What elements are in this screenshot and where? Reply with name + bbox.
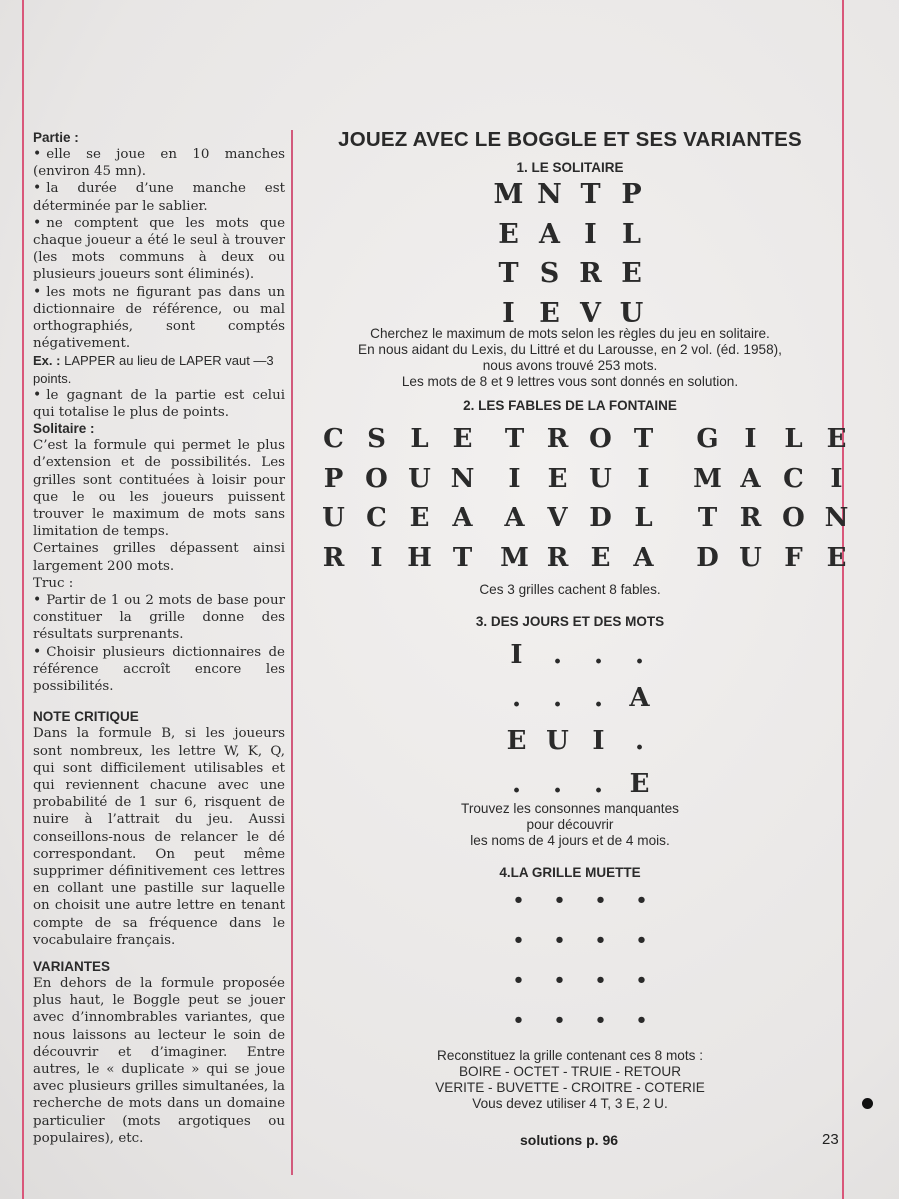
fables-grid-3 <box>686 420 858 578</box>
grid-row <box>686 539 858 579</box>
grid-row <box>312 420 484 460</box>
grid-letter: . <box>634 640 645 670</box>
grid-letter: • <box>635 970 648 991</box>
note-critique-heading: NOTE CRITIQUE <box>33 709 139 725</box>
grid-letter: L <box>784 424 803 454</box>
grid-letter: . <box>552 683 563 713</box>
note-critique-text: Dans la formule B, si les joueurs sont nombreux, les lettre W, K, Q, qui sont difficilement utilisables et qui reviennent chacune avec une probabilité de 1 sur 6, risquent de nuire à l’attrait du jeu. Aussi conseillons-nous de relancer le dé correspondant. On peut même supprimer définitivement ces lettres en collant une pastille sur laquelle on choisit une autre lettre en tenant compte de sa fréquence dans le vocabulaire français. <box>33 726 285 948</box>
section-1-line: Cherchez le maximum de mots selon les règles du jeu en solitaire. <box>370 326 770 341</box>
grid-letter: M <box>493 179 524 210</box>
grid-letter: E <box>498 218 519 250</box>
grid-letter: R <box>322 542 345 573</box>
section-3-text <box>300 801 840 849</box>
grid-letter: . <box>593 683 604 713</box>
grid-letter: F <box>784 542 803 573</box>
rules-column <box>33 130 285 1147</box>
grid-letter: • <box>635 1010 648 1031</box>
grid-row <box>496 720 660 763</box>
grid-letter: E <box>590 542 611 573</box>
truc-bullet: • Partir de 1 ou 2 mots de base pour constituer la grille donne des résultats surprenants. <box>33 592 285 644</box>
grid-letter: U <box>408 463 431 494</box>
grid-letter: . <box>593 640 604 670</box>
grid-letter: E <box>409 503 430 533</box>
grid-letter: V <box>580 297 601 329</box>
truc-label: Truc : <box>33 575 74 591</box>
grid-letter: U <box>322 503 345 533</box>
grid-letter: L <box>634 503 653 533</box>
grid-letter: U <box>739 542 762 573</box>
grid-letter: C <box>783 463 804 494</box>
grid-letter: S <box>367 424 386 454</box>
grid-letter: C <box>323 424 344 454</box>
grid-letter: P <box>621 179 642 210</box>
column-divider <box>291 130 293 1175</box>
grid-letter: A <box>629 683 650 713</box>
section-1-line: En nous aidant du Lexis, du Littré et du Larousse, en 2 vol. (éd. 1958), <box>358 342 782 357</box>
grid-letter: T <box>697 503 718 533</box>
grid-letter: . <box>552 640 563 670</box>
jours-mots-grid <box>496 634 660 806</box>
grid-row <box>498 961 662 1001</box>
grid-row <box>488 215 652 255</box>
grid-row <box>686 460 858 500</box>
grid-row <box>312 539 484 579</box>
grid-letter: T <box>580 179 601 210</box>
section-4-line: VERITE - BUVETTE - CROITRE - COTERIE <box>435 1080 705 1095</box>
grid-letter: A <box>504 503 525 533</box>
grid-letter: • <box>594 890 607 911</box>
grid-letter: T <box>452 542 473 573</box>
right-margin-rule <box>842 0 844 1199</box>
grid-row <box>498 1001 662 1041</box>
grid-letter: . <box>593 769 604 799</box>
grid-letter: • <box>512 1010 525 1031</box>
grid-letter: R <box>546 424 569 454</box>
grid-letter: L <box>622 218 641 250</box>
grid-letter: R <box>739 503 762 533</box>
grid-row <box>312 499 484 539</box>
section-4-line: BOIRE - OCTET - TRUIE - RETOUR <box>458 1064 682 1079</box>
grid-letter: D <box>589 503 612 533</box>
section-4-line: Vous devez utiliser 4 T, 3 E, 2 U. <box>472 1096 668 1111</box>
grid-letter: • <box>553 1010 566 1031</box>
section-3-title: 3. DES JOURS ET DES MOTS <box>475 614 665 629</box>
solitaire-text-2: Certaines grilles dépassent ainsi largement 200 mots. <box>33 541 285 574</box>
grid-row <box>312 460 484 500</box>
partie-bullet: • les mots ne figurant pas dans un dictionnaire de référence, ou mal orthographiés, sont comptés négativement. <box>33 284 285 353</box>
section-2-title: 2. LES FABLES DE LA FONTAINE <box>463 398 677 413</box>
grid-letter: T <box>498 258 519 289</box>
grid-letter: E <box>452 424 473 454</box>
section-1-title: 1. LE SOLITAIRE <box>516 160 624 175</box>
grid-letter: P <box>323 463 344 494</box>
grid-letter: . <box>511 769 522 799</box>
solitaire-grid <box>488 175 652 333</box>
grid-letter: • <box>635 890 648 911</box>
grid-letter: • <box>553 930 566 951</box>
fables-grid-1 <box>312 420 484 578</box>
grid-row <box>496 677 660 720</box>
grid-letter: • <box>594 970 607 991</box>
grid-letter: • <box>512 890 525 911</box>
grid-letter: • <box>594 1010 607 1031</box>
partie-bullet: • elle se joue en 10 manches (environ 45 mn). <box>33 146 285 180</box>
grid-row <box>493 499 665 539</box>
grid-letter: I <box>370 542 383 573</box>
grid-letter: U <box>546 726 569 756</box>
grid-letter: T <box>504 424 525 454</box>
grid-row <box>488 254 652 294</box>
grid-letter: • <box>553 890 566 911</box>
grid-letter: M <box>500 542 529 573</box>
grid-letter: A <box>452 503 473 533</box>
grid-letter: U <box>619 297 644 329</box>
section-1-line: Les mots de 8 et 9 lettres vous sont donnés en solution. <box>401 374 739 389</box>
grid-row <box>686 420 858 460</box>
grid-letter: • <box>594 930 607 951</box>
section-4-line: Reconstituez la grille contenant ces 8 mots : <box>437 1048 703 1063</box>
truc-bullet: • Choisir plusieurs dictionnaires de référence accroît encore les possibilités. <box>33 644 285 696</box>
section-2-text: Ces 3 grilles cachent 8 fables. <box>479 582 661 597</box>
grid-letter: I <box>592 726 605 756</box>
partie-heading: Partie : <box>33 130 79 145</box>
grid-row <box>686 499 858 539</box>
grid-row <box>498 881 662 921</box>
grid-letter: I <box>584 218 597 250</box>
grid-letter: O <box>782 503 805 533</box>
left-margin-rule <box>22 0 24 1199</box>
partie-bullet: • la durée d’une manche est déterminée par le sablier. <box>33 180 285 214</box>
partie-bullet: • ne comptent que les mots que chaque joueur a été le seul à trouver (les mots communs à deux ou plusieurs joueurs sont éliminés). <box>33 215 285 284</box>
grid-letter: T <box>633 424 654 454</box>
variantes-heading: VARIANTES <box>33 958 111 974</box>
section-4-title: 4.LA GRILLE MUETTE <box>499 865 641 880</box>
grid-letter: L <box>410 424 429 454</box>
section-3-line: les noms de 4 jours et de 4 mois. <box>470 833 670 848</box>
section-1-text <box>300 326 840 390</box>
grid-letter: I <box>502 297 515 329</box>
grid-letter: O <box>365 463 388 494</box>
section-3-line: pour découvrir <box>526 817 614 832</box>
grid-letter: E <box>539 297 560 329</box>
grid-letter: . <box>552 769 563 799</box>
solitaire-text: C’est la formule qui permet le plus d’extension et de possibilités. Les grilles sont contituées à loisir pour que le ou les joueurs puissent trouver le maximum de mots sans limitation de temps. <box>33 438 285 540</box>
grid-letter: C <box>366 503 387 533</box>
grid-letter: H <box>407 542 432 573</box>
grid-letter: N <box>824 503 849 533</box>
grid-letter: I <box>508 463 521 494</box>
grid-letter: D <box>696 542 719 573</box>
example-text: LAPPER au lieu de LAPER vaut —3 points. <box>33 353 274 386</box>
grid-row <box>496 634 660 677</box>
grid-letter: A <box>539 218 560 250</box>
fables-grid-2 <box>493 420 665 578</box>
grid-letter: A <box>633 542 654 573</box>
section-1-line: nous avons trouvé 253 mots. <box>482 358 658 373</box>
section-4-text <box>300 1048 840 1112</box>
grid-letter: E <box>826 424 847 454</box>
example-label: Ex. : <box>33 353 61 369</box>
grid-letter: A <box>740 463 761 494</box>
grid-letter: M <box>693 463 722 494</box>
grid-letter: . <box>634 726 645 756</box>
grid-letter: • <box>635 930 648 951</box>
page-title: JOUEZ AVEC LE BOGGLE ET SES VARIANTES <box>338 128 802 151</box>
grid-letter: N <box>450 463 475 494</box>
grid-letter: • <box>553 970 566 991</box>
partie-bullet: • le gagnant de la partie est celui qui totalise le plus de points. <box>33 387 285 421</box>
grid-letter: V <box>547 503 568 533</box>
grid-letter: R <box>546 542 569 573</box>
grid-letter: • <box>512 930 525 951</box>
grid-letter: E <box>547 463 568 494</box>
variantes-text: En dehors de la formule proposée plus haut, le Boggle peut se jouer avec d’innombrables variantes, que nous laissons au lecteur le soin de découvrir et d’imaginer. Entre autres, le « duplicate » qui se joue avec plusieurs grilles simultanées, la recherche de mots dans un domaine particulier (mots argotiques ou populaires), etc. <box>33 975 285 1146</box>
grid-row <box>488 175 652 215</box>
grid-letter: I <box>830 463 843 494</box>
grid-letter: E <box>506 726 527 756</box>
grid-letter: G <box>696 424 719 454</box>
page-number: 23 <box>822 1131 839 1148</box>
margin-dot-mark <box>862 1098 873 1109</box>
example-line <box>33 352 285 386</box>
grid-letter: E <box>629 769 650 799</box>
grid-letter: . <box>511 683 522 713</box>
solitaire-heading: Solitaire : <box>33 421 95 437</box>
grid-letter: • <box>512 970 525 991</box>
grid-row <box>496 763 660 806</box>
grille-muette-grid <box>498 881 662 1041</box>
grid-letter: I <box>637 463 650 494</box>
grid-letter: I <box>510 640 523 670</box>
grid-row <box>493 539 665 579</box>
grid-letter: S <box>539 258 560 289</box>
section-3-line: Trouvez les consonnes manquantes <box>461 801 679 816</box>
grid-letter: R <box>579 258 602 289</box>
grid-letter: U <box>589 463 612 494</box>
grid-row <box>498 921 662 961</box>
grid-letter: O <box>589 424 612 454</box>
grid-letter: E <box>621 258 642 289</box>
grid-letter: N <box>537 179 562 210</box>
grid-letter: I <box>744 424 757 454</box>
grid-row <box>493 460 665 500</box>
grid-row <box>493 420 665 460</box>
grid-letter: E <box>826 542 847 573</box>
solutions-reference: solutions p. 96 <box>520 1132 619 1148</box>
